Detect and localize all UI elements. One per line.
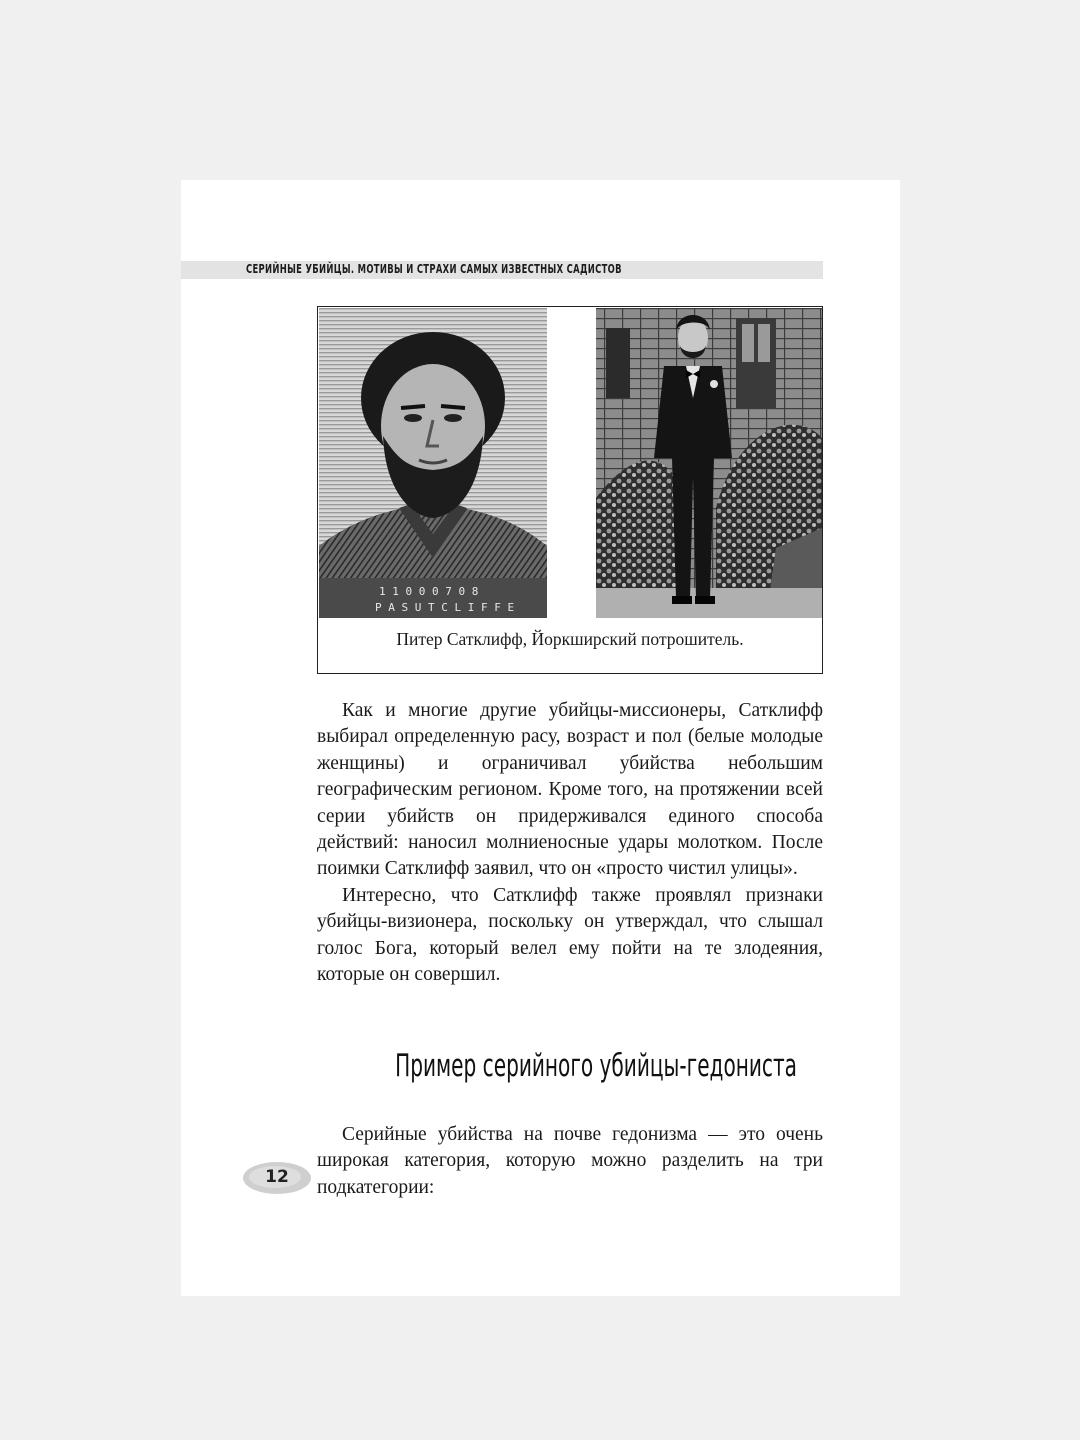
mugshot-board-line2: P A S U T C L I F F E xyxy=(375,601,515,614)
running-head-text: СЕРИЙНЫЕ УБИЙЦЫ. МОТИВЫ И СТРАХИ САМЫХ ИЗВЕСТНЫХ САДИСТОВ xyxy=(246,262,622,276)
photo-figure xyxy=(317,306,823,674)
book-page xyxy=(181,180,900,1296)
running-head xyxy=(181,261,823,279)
paragraph: Интересно, что Сатклифф также проявлял признаки убийцы-визионера, поскольку он утверждал, что слышал голос Бога, который велел ему пойти на те злодеяния, которые он совершил. xyxy=(317,884,823,986)
page-number xyxy=(241,1160,313,1196)
section-heading-text: Пример серийного убийцы-гедониста xyxy=(395,1048,797,1084)
paragraph: Как и многие другие убийцы-миссионеры, Сатклифф выбирал определенную расу, возраст и пол (белые молодые женщины) и ограничивал убийства небольшим географическим регионом. Кроме того, на протяжении всей серии убийств он придерживался единого способа действий: наносил молниеносные удары молотком. После поимки Сатклифф заявил, что он «просто чистил улицы». xyxy=(317,700,823,880)
section-text-block xyxy=(317,1122,823,1201)
mugshot-photo xyxy=(319,308,547,618)
portrait-photo xyxy=(596,308,822,618)
section-heading xyxy=(317,1048,823,1084)
paragraph: Серийные убийства на почве гедонизма — это очень широкая категория, которую можно разделить на три подкатегории: xyxy=(317,1124,823,1198)
figure-caption: Питер Сатклифф, Йоркширский потрошитель. xyxy=(396,629,744,649)
body-text-block xyxy=(317,698,823,988)
page-number-text: 12 xyxy=(265,1167,289,1187)
mugshot-board-line1: 1 1 0 0 0 7 0 8 xyxy=(379,585,479,598)
